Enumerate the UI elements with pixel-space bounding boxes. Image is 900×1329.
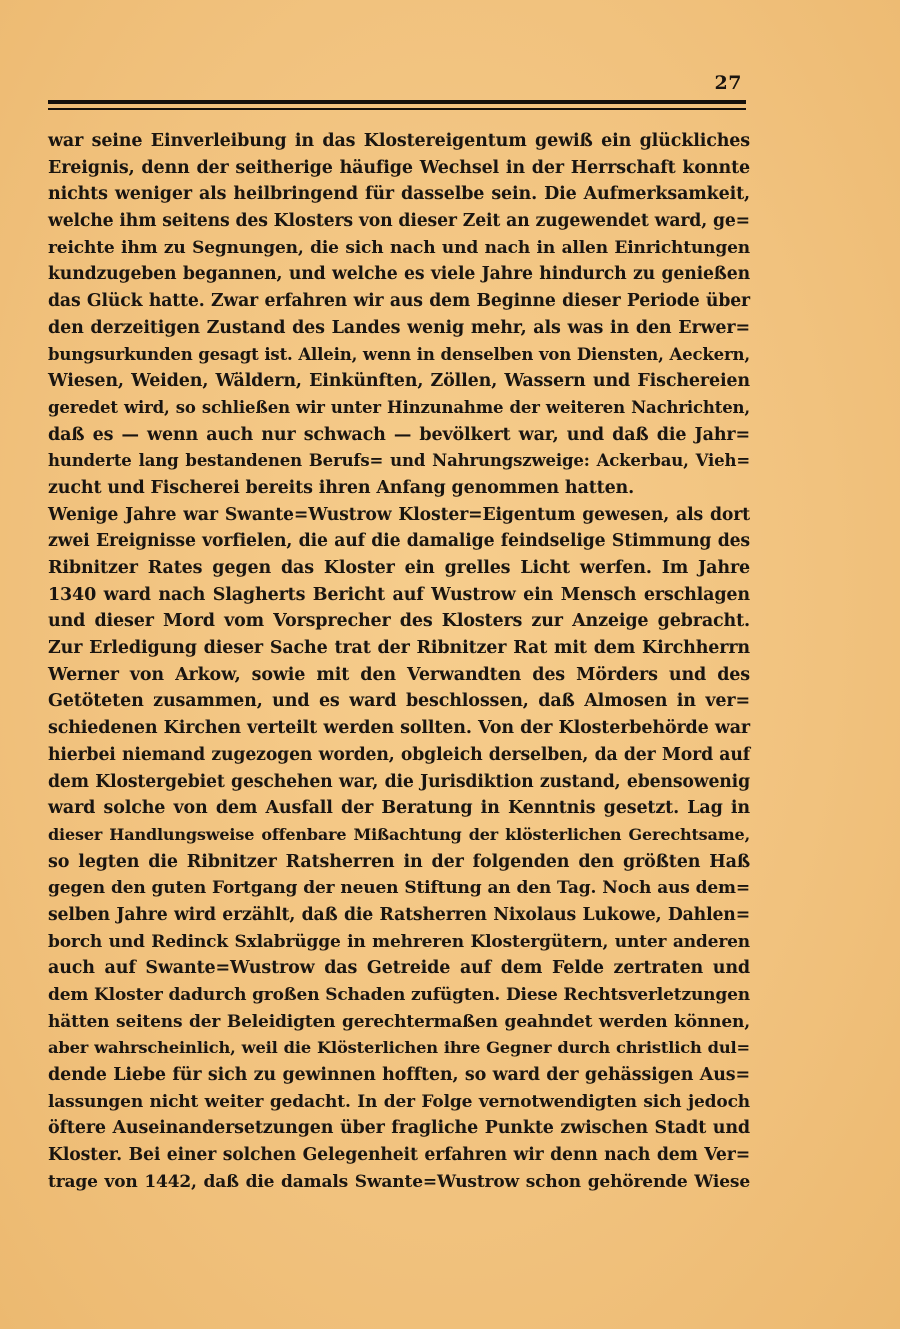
text-line: borch und Redinck Sxlabrügge in mehreren Klostergütern, unter anderen [48, 931, 750, 952]
text-line: selben Jahre wird erzählt, daß die Ratsherren Nixolaus Lukowe, Dahlen= [48, 904, 750, 925]
text-line: hunderte lang bestandenen Berufs= und Nahrungszweige: Ackerbau, Vieh= [48, 451, 750, 471]
text-line: Werner von Arkow, sowie mit den Verwandten des Mörders und des [48, 664, 750, 685]
text-line: so legten die Ribnitzer Ratsherren in der folgenden den größten Haß [48, 851, 750, 872]
body-text [48, 128, 750, 1196]
text-line: hätten seitens der Beleidigten gerechtermaßen geahndet werden können, [48, 1011, 750, 1032]
text-line: dem Klostergebiet geschehen war, die Jurisdiktion zustand, ebensowenig [48, 771, 750, 792]
text-line: dende Liebe für sich zu gewinnen hofften, so ward der gehässigen Aus= [48, 1065, 750, 1086]
page-number: 27 [714, 72, 742, 94]
text-line: gegen den guten Fortgang der neuen Stiftung an den Tag. Noch aus dem= [48, 878, 750, 899]
text-line: trage von 1442, daß die damals Swante=Wustrow schon gehörende Wiese [48, 1171, 750, 1192]
text-line: 1340 ward nach Slagherts Bericht auf Wustrow ein Mensch erschlagen [48, 584, 750, 605]
text-line: schiedenen Kirchen verteilt werden sollten. Von der Klosterbehörde war [48, 718, 750, 739]
text-line: ward solche von dem Ausfall der Beratung in Kenntnis gesetzt. Lag in [48, 798, 750, 819]
text-line: öftere Auseinandersetzungen über fragliche Punkte zwischen Stadt und [48, 1118, 750, 1139]
text-line: Wiesen, Weiden, Wäldern, Einkünften, Zöllen, Wassern und Fischereien [48, 371, 750, 392]
text-line: Kloster. Bei einer solchen Gelegenheit erfahren wir denn nach dem Ver= [48, 1145, 750, 1166]
text-line: bungsurkunden gesagt ist. Allein, wenn in denselben von Diensten, Aeckern, [48, 344, 750, 364]
text-line: den derzeitigen Zustand des Landes wenig mehr, als was in den Erwer= [48, 317, 750, 338]
text-line: Ribnitzer Rates gegen das Kloster ein grelles Licht werfen. Im Jahre [48, 558, 750, 578]
text-line: Wenige Jahre war Swante=Wustrow Kloster=Eigentum gewesen, als dort [48, 504, 750, 525]
text-line: auch auf Swante=Wustrow das Getreide auf dem Felde zertraten und [48, 958, 750, 979]
text-line: lassungen nicht weiter gedacht. In der Folge vernotwendigten sich jedoch [48, 1091, 750, 1112]
header-rule-thick [48, 100, 746, 104]
text-line: Zur Erledigung dieser Sache trat der Ribnitzer Rat mit dem Kirchherrn [48, 638, 750, 659]
text-line: reichte ihm zu Segnungen, die sich nach und nach in allen Einrichtungen [48, 237, 750, 258]
text-line: daß es — wenn auch nur schwach — bevölkert war, und daß die Jahr= [48, 424, 750, 445]
text-line: Getöteten zusammen, und es ward beschlossen, daß Almosen in ver= [48, 691, 750, 712]
text-line: hierbei niemand zugezogen worden, obgleich derselben, da der Mord auf [48, 744, 750, 765]
text-line: geredet wird, so schließen wir unter Hinzunahme der weiteren Nachrichten, [48, 397, 750, 417]
text-line: Ereignis, denn der seitherige häufige Wechsel in der Herrschaft konnte [48, 157, 750, 178]
text-line: dieser Handlungsweise offenbare Mißachtung der klösterlichen Gerechtsame, [48, 824, 750, 844]
text-line: zucht und Fischerei bereits ihren Anfang genommen hatten. [48, 477, 635, 498]
text-line: zwei Ereignisse vorfielen, die auf die damalige feindselige Stimmung des [48, 531, 750, 552]
text-line: das Glück hatte. Zwar erfahren wir aus dem Beginne dieser Periode über [48, 291, 750, 312]
text-line: war seine Einverleibung in das Klostereigentum gewiß ein glückliches [48, 131, 750, 151]
text-line: kundzugeben begannen, und welche es viele Jahre hindurch zu genießen [48, 264, 750, 285]
text-line: nichts weniger als heilbringend für dasselbe sein. Die Aufmerksamkeit, [48, 184, 750, 205]
text-line: welche ihm seitens des Klosters von dieser Zeit an zugewendet ward, ge= [48, 211, 750, 232]
text-line: dem Kloster dadurch großen Schaden zufügten. Diese Rechtsverletzungen [48, 985, 750, 1005]
text-line: aber wahrscheinlich, weil die Klösterlichen ihre Gegner durch christlich dul= [48, 1038, 750, 1058]
text-line: und dieser Mord vom Vorsprecher des Klosters zur Anzeige gebracht. [48, 611, 750, 632]
header-rule-thin [48, 108, 746, 110]
